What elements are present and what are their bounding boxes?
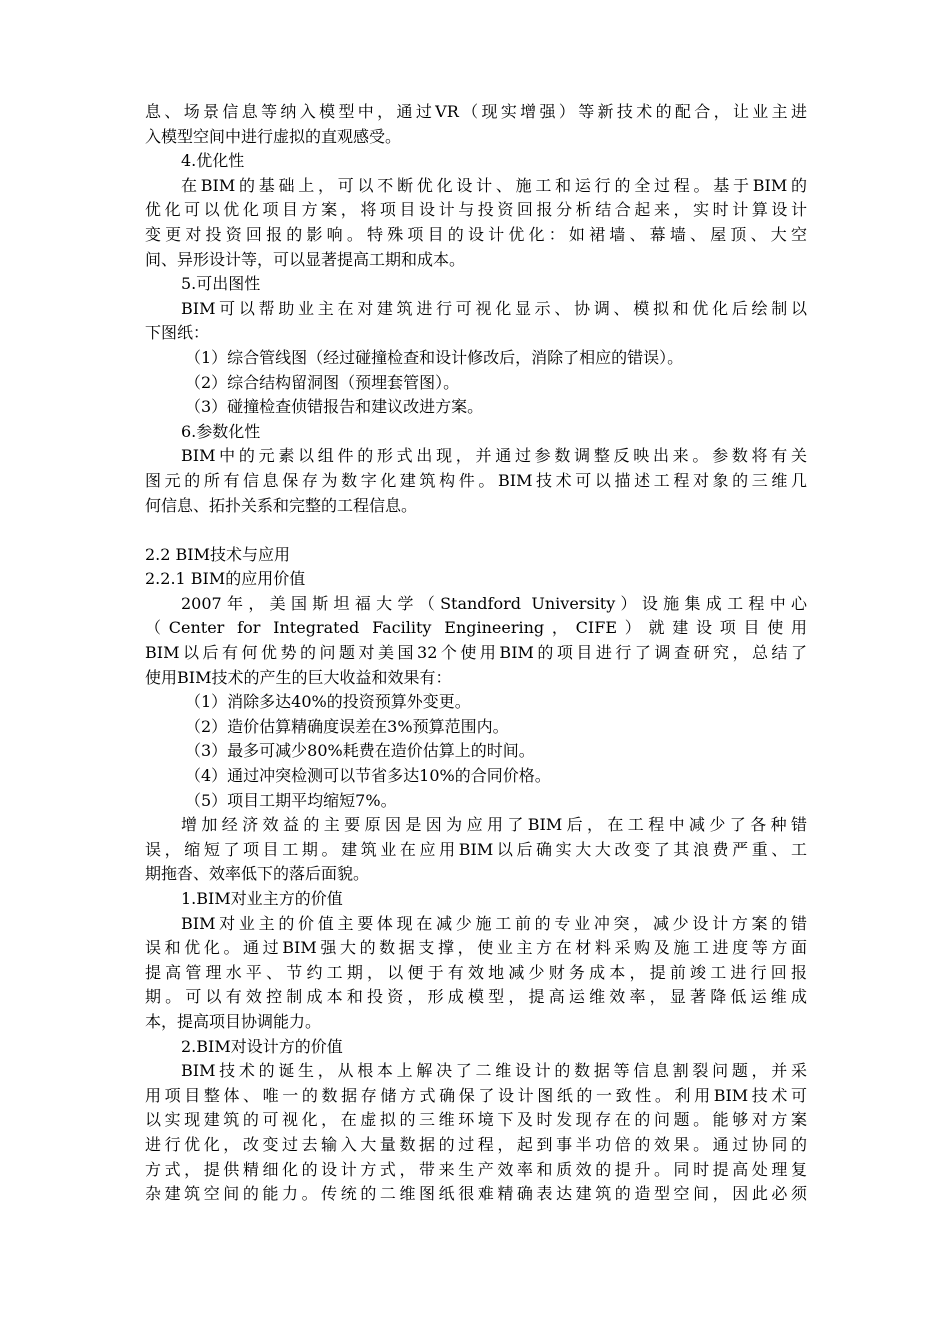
text-line: （1）消除多达40%的投资预算外变更。: [185, 692, 471, 712]
text-line: 增加经济效益的主要原因是因为应用了BIM后，在工程中减少了各种错: [181, 815, 807, 835]
text-line: （5）项目工期平均缩短7%。: [185, 790, 397, 810]
text-line: 1.BIM对业主方的价值: [181, 889, 343, 908]
text-line: （2）综合结构留洞图（预埋套管图）。: [185, 372, 460, 392]
text-line: 误和优化。通过BIM强大的数据支撑，使业主方在材料采购及施工进度等方面: [145, 938, 807, 958]
text-line: 2.2.1 BIM的应用价值: [145, 569, 306, 589]
text-line: 息、场景信息等纳入模型中，通过VR（现实增强）等新技术的配合，让业主进: [145, 102, 807, 121]
text-line: 误，缩短了项目工期。建筑业在应用BIM以后确实大大改变了其浪费严重、工: [145, 839, 807, 859]
text-line: 5.可出图性: [181, 274, 261, 294]
text-line: 2.2 BIM技术与应用: [145, 544, 290, 564]
text-line: BIM可以帮助业主在对建筑进行可视化显示、协调、模拟和优化后绘制以: [181, 298, 807, 318]
text-line: 下图纸：: [145, 323, 210, 343]
text-line: 入模型空间中进行虚拟的直观感受。: [145, 126, 402, 146]
text-line: 用项目整体、唯一的数据存储方式确保了设计图纸的一致性。利用BIM技术可: [145, 1085, 807, 1105]
text-line: 使用BIM技术的产生的巨大收益和效果有：: [145, 667, 452, 687]
text-line: 变更对投资回报的影响。特殊项目的设计优化：如裙墙、幕墙、屋顶、大空: [145, 224, 807, 244]
text-line: （3）碰撞检查侦错报告和建议改进方案。: [185, 397, 484, 417]
text-line: BIM以后有何优势的问题对美国32个使用BIM的项目进行了调查研究，总结了: [145, 643, 807, 663]
text-line: （3）最多可减少80%耗费在造价估算上的时间。: [185, 741, 535, 761]
text-line: 以实现建筑的可视化，在虚拟的三维环境下及时发现存在的问题。能够对方案: [145, 1110, 807, 1130]
document-page: [145, 100, 807, 1207]
text-line: 本，提高项目协调能力。: [145, 1011, 322, 1031]
text-line: BIM中的元素以组件的形式出现，并通过参数调整反映出来。参数将有关: [181, 446, 807, 466]
text-line: 提高管理水平、节约工期，以便于有效地减少财务成本，提前竣工进行回报: [145, 962, 807, 982]
text-line: （4）通过冲突检测可以节省多达10%的合同价格。: [185, 766, 551, 786]
text-line: 4.优化性: [181, 151, 245, 171]
text-line: 图元的所有信息保存为数字化建筑构件。BIM技术可以描述工程对象的三维几: [145, 470, 807, 490]
text-line: （2）造价估算精确度误差在3%预算范围内。: [185, 716, 509, 736]
text-line: 进行优化，改变过去输入大量数据的过程，起到事半功倍的效果。通过协同的: [145, 1134, 807, 1154]
text-line: 6.参数化性: [181, 421, 261, 441]
text-line: 何信息、拓扑关系和完整的工程信息。: [145, 495, 418, 515]
text-line: 杂建筑空间的能力。传统的二维图纸很难精确表达建筑的造型空间，因此必须: [145, 1184, 807, 1204]
text-line: 在BIM的基础上，可以不断优化设计、施工和运行的全过程。基于BIM的: [181, 175, 807, 195]
text-line: BIM对业主的价值主要体现在减少施工前的专业冲突，减少设计方案的错: [181, 913, 807, 933]
text-line: （Center for Integrated Facility Engineering，CIFE）就建设项目使用: [145, 618, 807, 638]
text-line: 方式，提供精细化的设计方式，带来生产效率和质效的提升。同时提高处理复: [145, 1159, 807, 1179]
text-line: 间、异形设计等，可以显著提高工期和成本。: [145, 249, 466, 269]
text-line: （1）综合管线图（经过碰撞检查和设计修改后，消除了相应的错误）。: [185, 347, 684, 367]
text-line: 优化可以优化项目方案，将项目设计与投资回报分析结合起来，实时计算设计: [145, 200, 807, 220]
text-line: 期。可以有效控制成本和投资，形成模型，提高运维效率，显著降低运维成: [145, 987, 807, 1007]
text-line: 期拖沓、效率低下的落后面貌。: [145, 864, 370, 884]
text-line: 2007年，美国斯坦福大学（Standford University）设施集成工程中心: [181, 593, 807, 613]
blank-line: [145, 518, 807, 543]
text-line: BIM技术的诞生，从根本上解决了二维设计的数据等信息割裂问题，并采: [181, 1061, 807, 1081]
text-line: 2.BIM对设计方的价值: [181, 1036, 343, 1056]
